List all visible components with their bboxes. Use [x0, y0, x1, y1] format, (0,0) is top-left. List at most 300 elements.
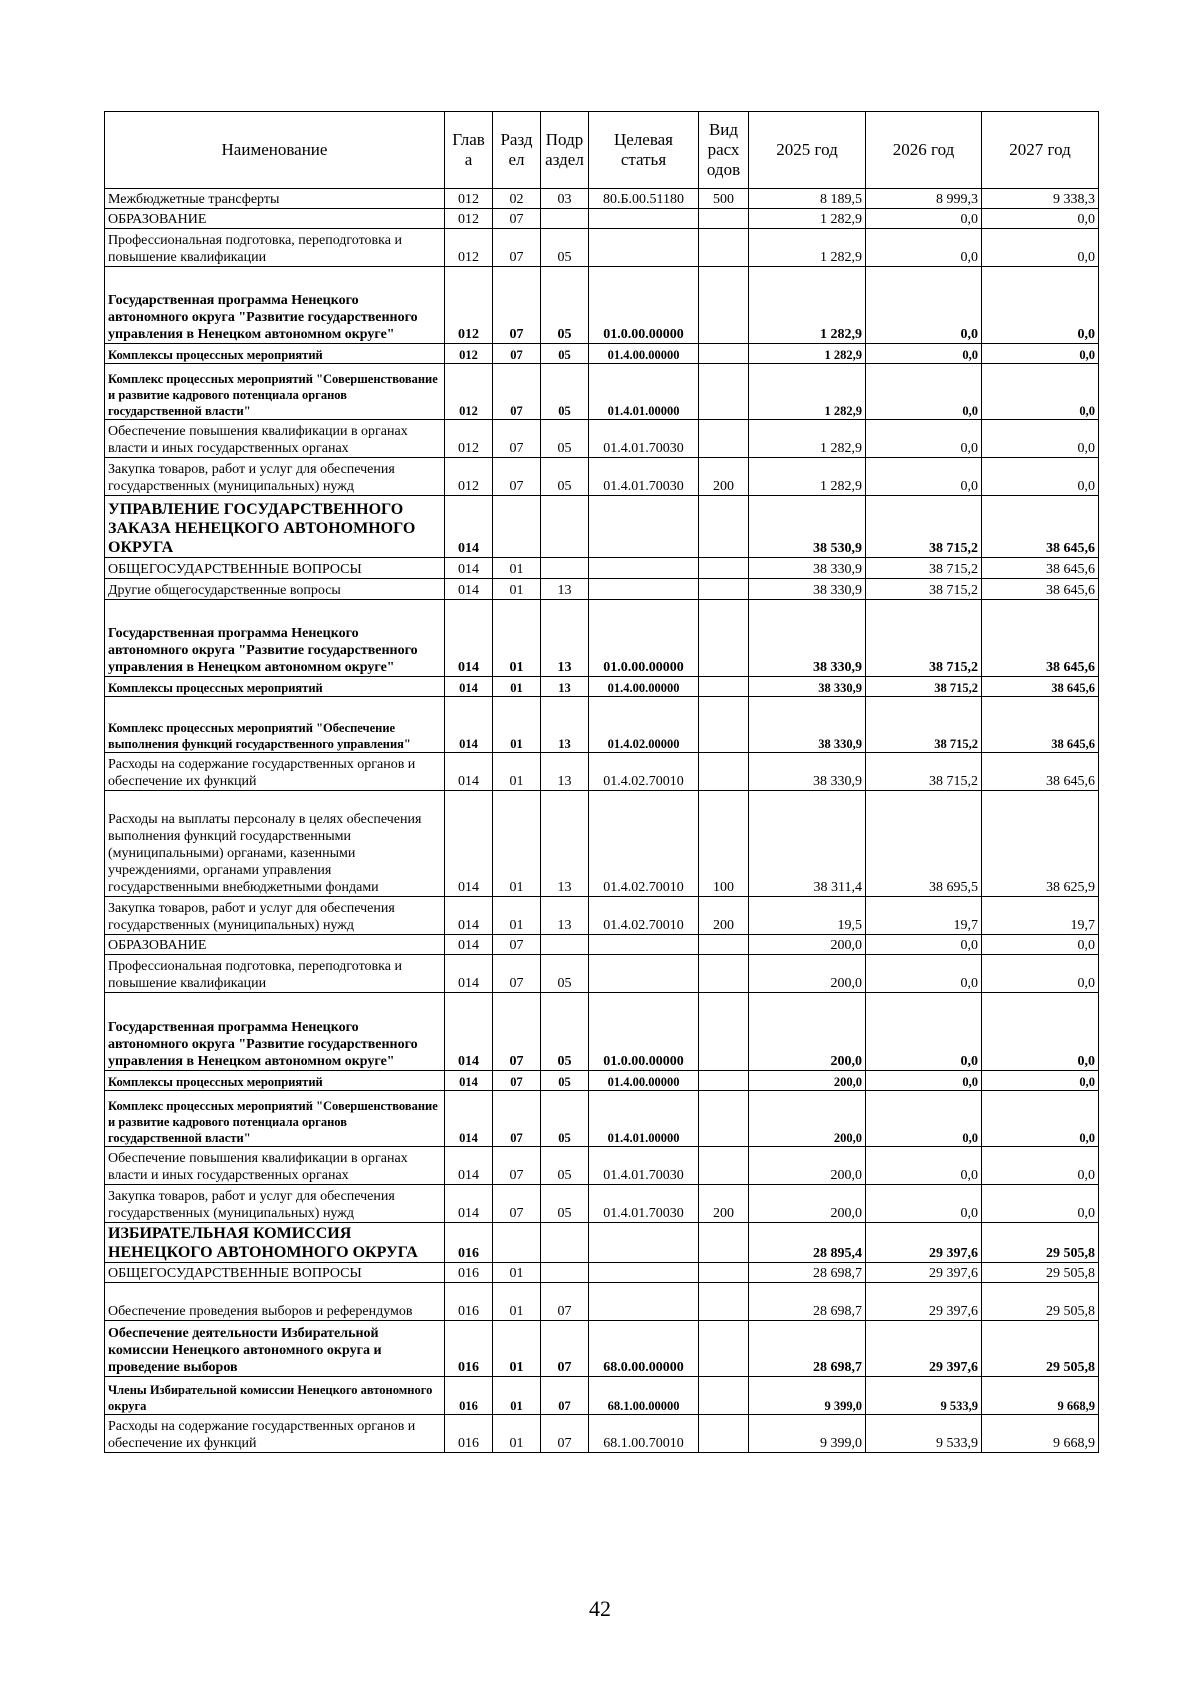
table-cell-target: 01.4.02.70010 — [589, 897, 699, 935]
table-cell-2025: 1 282,9 — [749, 458, 866, 496]
table-row — [105, 955, 1099, 993]
table-cell-glava: 014 — [445, 955, 493, 993]
table-cell-glava: 012 — [445, 189, 493, 209]
table-cell-name: УПРАВЛЕНИЕ ГОСУДАРСТВЕННОГО ЗАКАЗА НЕНЕЦКОГО АВТОНОМНОГО ОКРУГА — [105, 496, 445, 558]
table-cell-name: Комплексы процессных мероприятий — [105, 344, 445, 364]
table-cell-2027: 38 645,6 — [982, 496, 1099, 558]
budget-table — [104, 111, 1099, 1453]
table-cell-glava: 014 — [445, 1147, 493, 1185]
table-cell-2026: 0,0 — [866, 1091, 982, 1147]
table-cell-target — [589, 1223, 699, 1263]
table-cell-2027: 0,0 — [982, 955, 1099, 993]
table-cell-podrazdel — [541, 209, 589, 229]
table-cell-name: Комплекс процессных мероприятий "Совершенствование и развитие кадрового потенциала органов государственной власти" — [105, 1091, 445, 1147]
table-cell-razdel: 02 — [493, 189, 541, 209]
table-cell-name: Межбюджетные трансферты — [105, 189, 445, 209]
table-cell-2025: 1 282,9 — [749, 364, 866, 420]
table-row — [105, 364, 1099, 420]
table-cell-razdel — [493, 496, 541, 558]
table-cell-glava: 014 — [445, 753, 493, 791]
table-cell-razdel: 07 — [493, 458, 541, 496]
table-cell-type — [699, 420, 749, 458]
table-cell-podrazdel: 05 — [541, 955, 589, 993]
table-cell-razdel: 01 — [493, 1263, 541, 1283]
table-cell-glava: 014 — [445, 579, 493, 600]
table-row — [105, 344, 1099, 364]
table-cell-2025: 38 330,9 — [749, 558, 866, 579]
table-cell-name: Комплексы процессных мероприятий — [105, 1071, 445, 1091]
table-cell-podrazdel: 05 — [541, 229, 589, 267]
table-cell-razdel: 07 — [493, 229, 541, 267]
table-cell-target — [589, 558, 699, 579]
table-cell-type — [699, 677, 749, 697]
table-cell-glava: 014 — [445, 897, 493, 935]
table-cell-type: 200 — [699, 458, 749, 496]
header-2027: 2027 год — [982, 112, 1099, 189]
table-cell-2027: 29 505,8 — [982, 1263, 1099, 1283]
table-cell-razdel: 07 — [493, 1091, 541, 1147]
table-cell-type — [699, 993, 749, 1071]
table-cell-2025: 1 282,9 — [749, 344, 866, 364]
table-cell-type — [699, 935, 749, 955]
table-cell-razdel: 07 — [493, 1147, 541, 1185]
table-cell-2025: 200,0 — [749, 1091, 866, 1147]
table-row — [105, 558, 1099, 579]
table-cell-target: 01.4.01.00000 — [589, 1091, 699, 1147]
table-cell-razdel: 07 — [493, 364, 541, 420]
table-cell-2027: 0,0 — [982, 344, 1099, 364]
table-cell-2027: 0,0 — [982, 993, 1099, 1071]
table-cell-2026: 19,7 — [866, 897, 982, 935]
table-cell-podrazdel — [541, 1263, 589, 1283]
table-cell-podrazdel: 07 — [541, 1321, 589, 1377]
table-cell-razdel: 07 — [493, 267, 541, 344]
table-cell-name: Профессиональная подготовка, переподготовка и повышение квалификации — [105, 955, 445, 993]
table-row — [105, 579, 1099, 600]
table-cell-2027: 0,0 — [982, 267, 1099, 344]
table-cell-2027: 29 505,8 — [982, 1223, 1099, 1263]
table-cell-2025: 200,0 — [749, 993, 866, 1071]
table-cell-glava: 012 — [445, 364, 493, 420]
table-cell-2025: 28 698,7 — [749, 1321, 866, 1377]
table-cell-glava: 016 — [445, 1223, 493, 1263]
table-cell-2025: 28 698,7 — [749, 1283, 866, 1321]
table-row — [105, 420, 1099, 458]
table-row — [105, 1091, 1099, 1147]
table-cell-razdel: 01 — [493, 677, 541, 697]
table-cell-target: 68.1.00.00000 — [589, 1377, 699, 1415]
table-row — [105, 1185, 1099, 1223]
table-cell-podrazdel — [541, 935, 589, 955]
table-cell-2027: 38 645,6 — [982, 579, 1099, 600]
table-cell-2025: 9 399,0 — [749, 1377, 866, 1415]
table-cell-razdel: 07 — [493, 209, 541, 229]
table-cell-2027: 38 645,6 — [982, 677, 1099, 697]
table-cell-podrazdel: 13 — [541, 791, 589, 897]
table-cell-2027: 0,0 — [982, 935, 1099, 955]
table-cell-2027: 0,0 — [982, 1147, 1099, 1185]
table-cell-type — [699, 1321, 749, 1377]
table-cell-name: Обеспечение деятельности Избирательной комиссии Ненецкого автономного округа и проведение выборов — [105, 1321, 445, 1377]
table-cell-razdel: 01 — [493, 600, 541, 677]
table-cell-target: 01.0.00.00000 — [589, 993, 699, 1071]
table-cell-2027: 0,0 — [982, 1071, 1099, 1091]
table-cell-2026: 0,0 — [866, 1147, 982, 1185]
table-cell-glava: 016 — [445, 1283, 493, 1321]
table-cell-podrazdel: 05 — [541, 1091, 589, 1147]
table-cell-2026: 38 715,2 — [866, 600, 982, 677]
table-cell-2027: 38 645,6 — [982, 600, 1099, 677]
table-cell-2026: 0,0 — [866, 993, 982, 1071]
table-cell-target: 01.0.00.00000 — [589, 600, 699, 677]
table-cell-2026: 29 397,6 — [866, 1223, 982, 1263]
table-cell-name: ОБЩЕГОСУДАРСТВЕННЫЕ ВОПРОСЫ — [105, 1263, 445, 1283]
header-razdel: Разд ел — [493, 112, 541, 189]
table-cell-2026: 0,0 — [866, 935, 982, 955]
table-cell-razdel: 01 — [493, 1415, 541, 1453]
table-cell-razdel: 07 — [493, 1071, 541, 1091]
header-name: Наименование — [105, 112, 445, 189]
table-cell-name: Расходы на содержание государственных органов и обеспечение их функций — [105, 1415, 445, 1453]
table-cell-target — [589, 935, 699, 955]
table-cell-name: Обеспечение повышения квалификации в органах власти и иных государственных органах — [105, 420, 445, 458]
table-cell-razdel: 01 — [493, 1377, 541, 1415]
table-cell-target — [589, 1283, 699, 1321]
table-cell-glava: 012 — [445, 344, 493, 364]
table-cell-podrazdel: 13 — [541, 677, 589, 697]
table-cell-target — [589, 579, 699, 600]
table-cell-type — [699, 1223, 749, 1263]
table-cell-name: Профессиональная подготовка, переподготовка и повышение квалификации — [105, 229, 445, 267]
table-cell-razdel: 07 — [493, 993, 541, 1071]
table-cell-name: Обеспечение повышения квалификации в органах власти и иных государственных органах — [105, 1147, 445, 1185]
table-cell-target — [589, 209, 699, 229]
table-cell-2026: 29 397,6 — [866, 1283, 982, 1321]
table-row — [105, 267, 1099, 344]
table-cell-razdel: 01 — [493, 697, 541, 753]
table-cell-type — [699, 267, 749, 344]
table-cell-name: Закупка товаров, работ и услуг для обеспечения государственных (муниципальных) нужд — [105, 1185, 445, 1223]
table-row — [105, 1263, 1099, 1283]
table-cell-2025: 38 530,9 — [749, 496, 866, 558]
table-cell-2027: 38 625,9 — [982, 791, 1099, 897]
table-cell-type — [699, 558, 749, 579]
table-cell-2025: 200,0 — [749, 935, 866, 955]
table-cell-name: Комплекс процессных мероприятий "Обеспечение выполнения функций государственного управления" — [105, 697, 445, 753]
table-row — [105, 209, 1099, 229]
table-cell-podrazdel: 13 — [541, 753, 589, 791]
table-cell-target: 01.4.01.70030 — [589, 458, 699, 496]
table-cell-2026: 9 533,9 — [866, 1377, 982, 1415]
table-cell-target: 01.4.01.70030 — [589, 1185, 699, 1223]
table-cell-name: Расходы на содержание государственных органов и обеспечение их функций — [105, 753, 445, 791]
table-cell-target: 01.4.02.00000 — [589, 697, 699, 753]
table-cell-2026: 0,0 — [866, 209, 982, 229]
table-cell-target: 80.Б.00.51180 — [589, 189, 699, 209]
header-target: Целевая статья — [589, 112, 699, 189]
table-row — [105, 458, 1099, 496]
table-cell-2026: 0,0 — [866, 420, 982, 458]
table-cell-2026: 0,0 — [866, 267, 982, 344]
table-cell-glava: 014 — [445, 496, 493, 558]
table-row — [105, 1147, 1099, 1185]
table-cell-target — [589, 1263, 699, 1283]
table-cell-2026: 38 715,2 — [866, 496, 982, 558]
table-cell-razdel: 01 — [493, 1283, 541, 1321]
header-2026: 2026 год — [866, 112, 982, 189]
table-row — [105, 697, 1099, 753]
table-cell-razdel: 01 — [493, 1321, 541, 1377]
table-cell-glava: 016 — [445, 1263, 493, 1283]
table-cell-razdel: 01 — [493, 579, 541, 600]
table-cell-type — [699, 1377, 749, 1415]
table-cell-razdel: 01 — [493, 753, 541, 791]
table-cell-name: Члены Избирательной комиссии Ненецкого автономного округа — [105, 1377, 445, 1415]
table-cell-podrazdel: 13 — [541, 897, 589, 935]
table-cell-type — [699, 1263, 749, 1283]
table-cell-podrazdel: 05 — [541, 364, 589, 420]
table-cell-glava: 012 — [445, 267, 493, 344]
table-cell-type: 500 — [699, 189, 749, 209]
table-cell-2025: 28 895,4 — [749, 1223, 866, 1263]
table-row — [105, 1377, 1099, 1415]
table-cell-type — [699, 209, 749, 229]
table-cell-2027: 38 645,6 — [982, 558, 1099, 579]
table-cell-2025: 200,0 — [749, 1185, 866, 1223]
table-cell-2027: 9 668,9 — [982, 1415, 1099, 1453]
table-cell-type — [699, 1147, 749, 1185]
table-cell-glava: 014 — [445, 697, 493, 753]
table-cell-type — [699, 229, 749, 267]
table-cell-name: Комплекс процессных мероприятий "Совершенствование и развитие кадрового потенциала органов государственной власти" — [105, 364, 445, 420]
table-cell-2026: 0,0 — [866, 955, 982, 993]
table-cell-2025: 200,0 — [749, 1071, 866, 1091]
table-cell-name: ОБРАЗОВАНИЕ — [105, 935, 445, 955]
table-row — [105, 897, 1099, 935]
table-header-row — [105, 112, 1099, 189]
table-cell-glava: 014 — [445, 993, 493, 1071]
table-cell-2026: 38 715,2 — [866, 753, 982, 791]
table-cell-2026: 38 715,2 — [866, 677, 982, 697]
table-cell-2025: 1 282,9 — [749, 229, 866, 267]
table-row — [105, 753, 1099, 791]
table-cell-podrazdel: 05 — [541, 344, 589, 364]
table-cell-2025: 38 330,9 — [749, 600, 866, 677]
table-cell-target: 01.4.00.00000 — [589, 1071, 699, 1091]
table-cell-target — [589, 496, 699, 558]
table-cell-podrazdel: 05 — [541, 1147, 589, 1185]
table-cell-2026: 8 999,3 — [866, 189, 982, 209]
table-row — [105, 1223, 1099, 1263]
table-row — [105, 1415, 1099, 1453]
table-cell-glava: 014 — [445, 1071, 493, 1091]
table-cell-target: 01.4.02.70010 — [589, 753, 699, 791]
table-cell-2026: 0,0 — [866, 344, 982, 364]
table-cell-2026: 29 397,6 — [866, 1263, 982, 1283]
table-cell-2025: 38 330,9 — [749, 753, 866, 791]
table-cell-type — [699, 753, 749, 791]
table-cell-name: Государственная программа Ненецкого автономного округа "Развитие государственного управления в Ненецком автономном округе" — [105, 267, 445, 344]
table-cell-glava: 012 — [445, 458, 493, 496]
table-cell-target: 01.4.01.00000 — [589, 364, 699, 420]
table-cell-name: ИЗБИРАТЕЛЬНАЯ КОМИССИЯ НЕНЕЦКОГО АВТОНОМНОГО ОКРУГА — [105, 1223, 445, 1263]
table-cell-glava: 012 — [445, 229, 493, 267]
table-row — [105, 791, 1099, 897]
table-cell-razdel — [493, 1223, 541, 1263]
table-cell-name: Государственная программа Ненецкого автономного округа "Развитие государственного управления в Ненецком автономном округе" — [105, 600, 445, 677]
table-cell-podrazdel — [541, 1223, 589, 1263]
table-cell-podrazdel: 03 — [541, 189, 589, 209]
table-cell-podrazdel: 05 — [541, 420, 589, 458]
table-cell-target: 01.0.00.00000 — [589, 267, 699, 344]
table-row — [105, 1071, 1099, 1091]
table-cell-type — [699, 1091, 749, 1147]
page-number: 42 — [589, 1596, 611, 1621]
table-cell-podrazdel: 07 — [541, 1377, 589, 1415]
table-cell-razdel: 07 — [493, 420, 541, 458]
table-cell-2027: 38 645,6 — [982, 697, 1099, 753]
table-cell-target: 01.4.00.00000 — [589, 677, 699, 697]
table-cell-type — [699, 697, 749, 753]
table-row — [105, 1321, 1099, 1377]
table-cell-razdel: 07 — [493, 1185, 541, 1223]
table-cell-2025: 1 282,9 — [749, 209, 866, 229]
table-row — [105, 229, 1099, 267]
table-cell-glava: 014 — [445, 935, 493, 955]
table-cell-razdel: 07 — [493, 955, 541, 993]
table-cell-podrazdel: 07 — [541, 1283, 589, 1321]
table-row — [105, 496, 1099, 558]
table-cell-type — [699, 496, 749, 558]
table-cell-podrazdel: 05 — [541, 1071, 589, 1091]
table-cell-name: ОБЩЕГОСУДАРСТВЕННЫЕ ВОПРОСЫ — [105, 558, 445, 579]
table-cell-2025: 38 311,4 — [749, 791, 866, 897]
table-cell-type — [699, 1283, 749, 1321]
table-cell-podrazdel: 05 — [541, 267, 589, 344]
table-row — [105, 677, 1099, 697]
table-cell-razdel: 07 — [493, 344, 541, 364]
table-cell-2027: 0,0 — [982, 209, 1099, 229]
table-cell-type — [699, 344, 749, 364]
table-cell-type: 200 — [699, 897, 749, 935]
table-cell-2026: 29 397,6 — [866, 1321, 982, 1377]
table-cell-podrazdel: 13 — [541, 600, 589, 677]
table-cell-2025: 200,0 — [749, 955, 866, 993]
table-cell-razdel: 07 — [493, 935, 541, 955]
table-cell-2027: 9 668,9 — [982, 1377, 1099, 1415]
header-2025: 2025 год — [749, 112, 866, 189]
table-cell-podrazdel: 05 — [541, 993, 589, 1071]
table-cell-name: Комплексы процессных мероприятий — [105, 677, 445, 697]
table-cell-target: 01.4.00.00000 — [589, 344, 699, 364]
table-cell-glava: 016 — [445, 1321, 493, 1377]
table-cell-2026: 0,0 — [866, 229, 982, 267]
table-cell-podrazdel — [541, 558, 589, 579]
table-cell-2025: 38 330,9 — [749, 579, 866, 600]
table-cell-2026: 38 715,2 — [866, 579, 982, 600]
table-cell-glava: 014 — [445, 558, 493, 579]
table-cell-2027: 9 338,3 — [982, 189, 1099, 209]
table-cell-target: 01.4.02.70010 — [589, 791, 699, 897]
table-cell-razdel: 01 — [493, 558, 541, 579]
table-cell-target: 01.4.01.70030 — [589, 1147, 699, 1185]
table-cell-2027: 0,0 — [982, 1185, 1099, 1223]
header-glava: Глав а — [445, 112, 493, 189]
table-row — [105, 935, 1099, 955]
table-cell-podrazdel: 05 — [541, 458, 589, 496]
table-cell-podrazdel: 13 — [541, 697, 589, 753]
table-cell-2026: 0,0 — [866, 1185, 982, 1223]
table-cell-2027: 0,0 — [982, 420, 1099, 458]
table-cell-2027: 19,7 — [982, 897, 1099, 935]
table-cell-2026: 0,0 — [866, 458, 982, 496]
table-cell-2027: 0,0 — [982, 229, 1099, 267]
table-cell-name: ОБРАЗОВАНИЕ — [105, 209, 445, 229]
table-row — [105, 993, 1099, 1071]
table-cell-name: Государственная программа Ненецкого автономного округа "Развитие государственного управления в Ненецком автономном округе" — [105, 993, 445, 1071]
table-cell-2027: 38 645,6 — [982, 753, 1099, 791]
table-cell-glava: 014 — [445, 600, 493, 677]
table-cell-2025: 9 399,0 — [749, 1415, 866, 1453]
table-cell-2025: 1 282,9 — [749, 267, 866, 344]
table-cell-glava: 014 — [445, 1185, 493, 1223]
table-cell-type — [699, 1071, 749, 1091]
table-cell-2026: 38 715,2 — [866, 558, 982, 579]
table-cell-target: 01.4.01.70030 — [589, 420, 699, 458]
table-cell-2026: 38 715,2 — [866, 697, 982, 753]
table-row — [105, 189, 1099, 209]
table-cell-type — [699, 579, 749, 600]
table-cell-2027: 0,0 — [982, 458, 1099, 496]
table-cell-2026: 0,0 — [866, 364, 982, 420]
table-cell-glava: 012 — [445, 420, 493, 458]
table-cell-podrazdel: 13 — [541, 579, 589, 600]
table-cell-2025: 38 330,9 — [749, 677, 866, 697]
table-cell-glava: 014 — [445, 791, 493, 897]
table-cell-type: 200 — [699, 1185, 749, 1223]
table-cell-razdel: 01 — [493, 897, 541, 935]
table-cell-2025: 200,0 — [749, 1147, 866, 1185]
table-cell-name: Расходы на выплаты персоналу в целях обеспечения выполнения функций государственными (муниципальными) органами, казенными учреждениями, органами управления государственными внебюджетными фондами — [105, 791, 445, 897]
table-cell-2025: 1 282,9 — [749, 420, 866, 458]
header-podrazdel: Подр аздел — [541, 112, 589, 189]
table-row — [105, 600, 1099, 677]
table-cell-podrazdel: 07 — [541, 1415, 589, 1453]
table-cell-glava: 012 — [445, 209, 493, 229]
table-cell-name: Закупка товаров, работ и услуг для обеспечения государственных (муниципальных) нужд — [105, 458, 445, 496]
table-cell-2025: 38 330,9 — [749, 697, 866, 753]
table-cell-2027: 0,0 — [982, 1091, 1099, 1147]
table-cell-2027: 29 505,8 — [982, 1283, 1099, 1321]
table-cell-target: 68.0.00.00000 — [589, 1321, 699, 1377]
table-cell-target: 68.1.00.70010 — [589, 1415, 699, 1453]
table-cell-glava: 014 — [445, 1091, 493, 1147]
table-cell-razdel: 01 — [493, 791, 541, 897]
table-cell-name: Обеспечение проведения выборов и референдумов — [105, 1283, 445, 1321]
table-cell-podrazdel: 05 — [541, 1185, 589, 1223]
table-cell-2026: 0,0 — [866, 1071, 982, 1091]
table-cell-target — [589, 955, 699, 993]
table-cell-2025: 8 189,5 — [749, 189, 866, 209]
table-cell-2026: 38 695,5 — [866, 791, 982, 897]
table-cell-2027: 0,0 — [982, 364, 1099, 420]
table-cell-glava: 016 — [445, 1377, 493, 1415]
table-cell-type: 100 — [699, 791, 749, 897]
table-cell-2027: 29 505,8 — [982, 1321, 1099, 1377]
table-row — [105, 1283, 1099, 1321]
table-cell-name: Другие общегосударственные вопросы — [105, 579, 445, 600]
table-cell-type — [699, 955, 749, 993]
